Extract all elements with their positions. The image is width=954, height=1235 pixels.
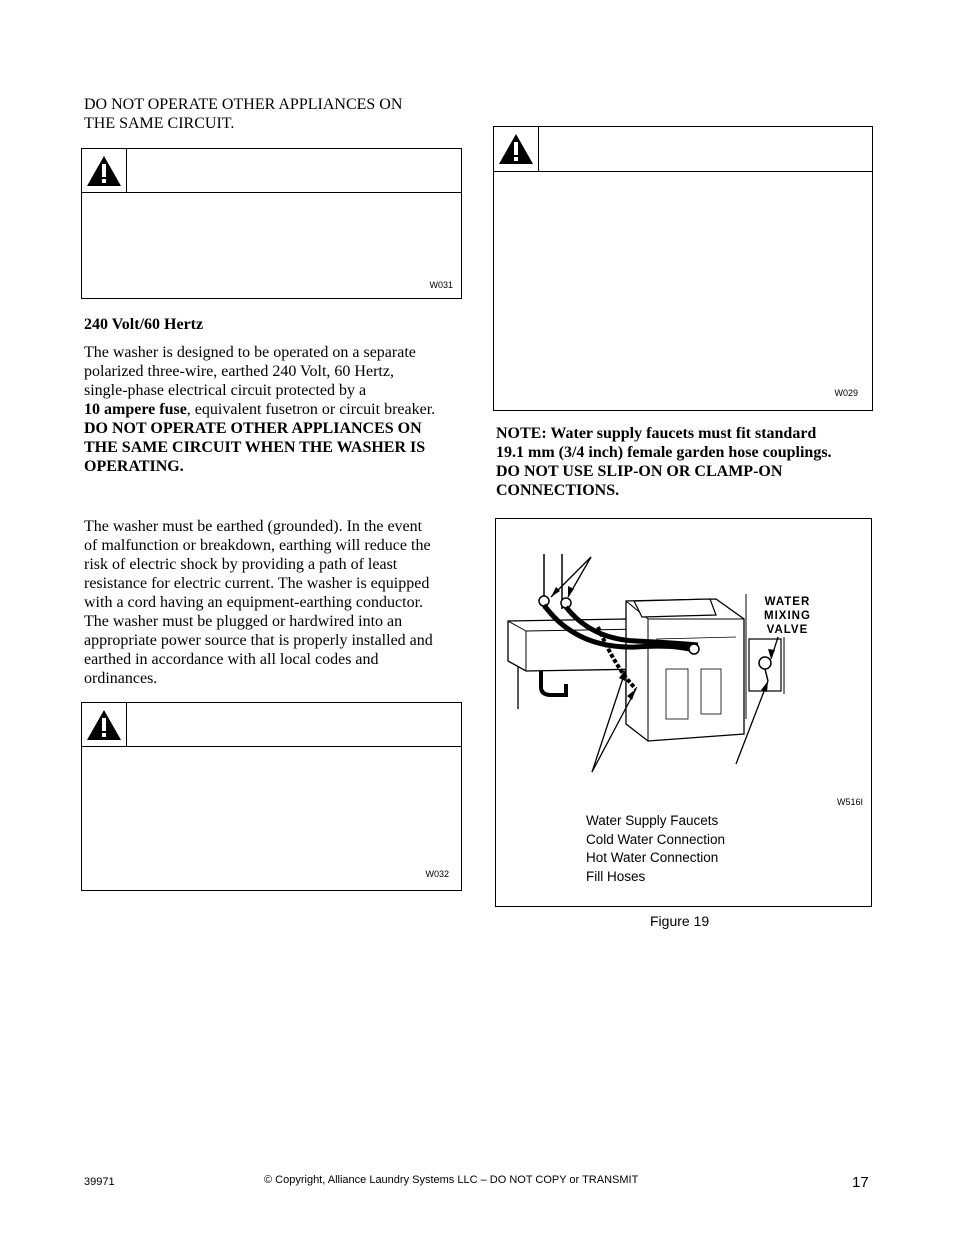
legend-item: Cold Water Connection <box>586 831 726 847</box>
page-number: 17 <box>852 1174 869 1191</box>
warning-box-w032 <box>81 702 462 891</box>
note-faucets: NOTE: Water supply faucets must fit standard 19.1 mm (3/4 inch) female garden hose couplings. DO NOT USE SLIP-ON OR CLAMP-ON CONNECTIONS. <box>496 425 832 499</box>
figure-legend <box>586 812 725 886</box>
washer-installation-illustration <box>496 519 871 779</box>
paragraph-circuit: The washer is designed to be operated on a separate polarized three-wire, earthed 240 Volt, 60 Hertz, single-phase electrical circuit protected by a 10 ampere fuse, equivalent fusetron or circuit breaker. DO NOT OPERATE OTHER APPLIANCES ON THE SAME CIRCUIT WHEN THE WASHER IS OPERATING. <box>84 344 436 475</box>
water-mixing-valve-callout: WATER MIXING VALVE <box>764 596 811 636</box>
warning-box-header <box>494 127 872 172</box>
warning-box-header <box>82 703 461 747</box>
warning-triangle-icon <box>498 133 534 165</box>
faucet-left-icon <box>539 596 549 606</box>
warning-icon-cell <box>82 149 127 192</box>
warning-box-w031 <box>81 148 462 299</box>
figure-19-frame <box>495 518 872 907</box>
paragraph-earthing: The washer must be earthed (grounded). In the event of malfunction or breakdown, earthing will reduce the risk of electric shock by providing a path of least resistance for electric current. The washer is equipped with a cord having an equipment-earthing conductor. The washer must be plugged or hardwired into an appropriate power source that is properly installed and earthed in accordance with all local codes and ordinances. <box>84 518 433 687</box>
figure-caption: Figure 19 <box>650 913 710 929</box>
copyright-notice: © Copyright, Alliance Laundry Systems LLC – DO NOT COPY or TRANSMIT <box>264 1174 639 1186</box>
warning-icon-cell <box>494 127 539 171</box>
warning-box-header <box>82 149 461 193</box>
doc-number: 39971 <box>84 1176 115 1188</box>
box-code: W031 <box>429 280 453 290</box>
intro-warning: DO NOT OPERATE OTHER APPLIANCES ON THE SAME CIRCUIT. <box>84 96 403 132</box>
warning-triangle-icon <box>86 709 122 741</box>
box-code: W029 <box>834 388 858 398</box>
legend-item: Fill Hoses <box>586 868 646 884</box>
legend-item: Hot Water Connection <box>586 850 719 865</box>
warning-triangle-icon <box>86 155 122 187</box>
warning-box-w029 <box>493 126 873 411</box>
warning-icon-cell <box>82 703 127 746</box>
box-code: W032 <box>425 869 449 879</box>
faucet-right-icon <box>561 598 571 608</box>
mixing-valve-icon <box>759 657 771 669</box>
figure-code: W516I <box>836 797 863 807</box>
legend-item: Water Supply Faucets <box>586 813 719 828</box>
section-heading: 240 Volt/60 Hertz <box>84 316 204 333</box>
